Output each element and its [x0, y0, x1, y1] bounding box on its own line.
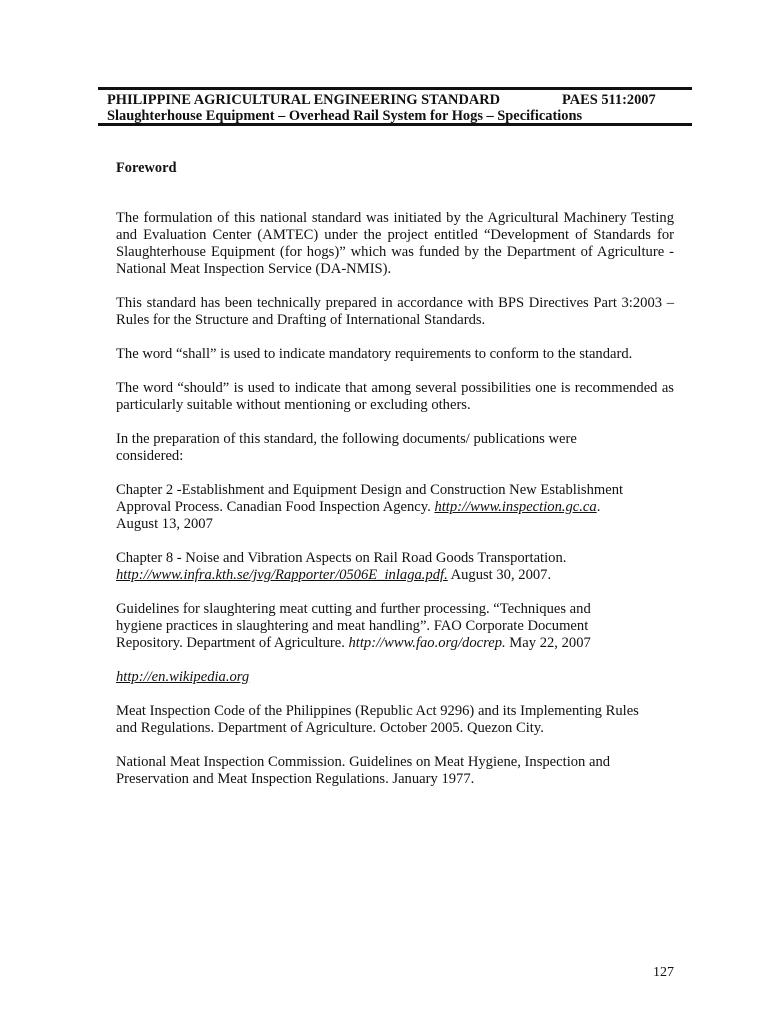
standard-header — [107, 92, 672, 108]
reference-line: Approval Process. Canadian Food Inspection Agency. — [116, 499, 435, 515]
paragraph-line: considered: — [116, 448, 184, 464]
document-body — [116, 210, 674, 805]
paragraph-formulation: The formulation of this national standard was initiated by the Agricultural Machinery Testing and Evaluation Center (AMTEC) under the project entitled “Development of Standards for Slaughterhouse Equipment (for hogs)” which was funded by the Department of Agriculture - National Meat Inspection Service (DA-NMIS). — [116, 210, 674, 277]
reference-line: National Meat Inspection Commission. Guidelines on Meat Hygiene, Inspection and — [116, 754, 611, 770]
infra-kth-link[interactable]: http://www.infra.kth.se/jvg/Rapporter/0506E_inlaga.pdf. — [116, 567, 448, 583]
header-top-rule — [98, 87, 692, 90]
reference-punctuation: . — [596, 499, 601, 515]
standard-title: PHILIPPINE AGRICULTURAL ENGINEERING STANDARD — [107, 92, 501, 108]
reference-line: Guidelines for slaughtering meat cutting and further processing. “Techniques and — [116, 601, 591, 617]
wikipedia-link[interactable]: http://en.wikipedia.org — [116, 669, 250, 685]
reference-noise-vibration — [116, 550, 674, 584]
paragraph-line: In the preparation of this standard, the following documents/ publications were — [116, 431, 577, 447]
reference-line: Chapter 2 -Establishment and Equipment Design and Construction New Establishment — [116, 482, 624, 498]
paragraph-documents-considered — [116, 431, 674, 465]
reference-line: and Regulations. Department of Agriculture. October 2005. Quezon City. — [116, 720, 544, 736]
section-title: Foreword — [116, 160, 177, 176]
paragraph-shall: The word “shall” is used to indicate mandatory requirements to conform to the standard. — [116, 346, 633, 362]
reference-line: Chapter 8 - Noise and Vibration Aspects on Rail Road Goods Transportation. — [116, 550, 567, 566]
paragraph-technical-preparation: This standard has been technically prepared in accordance with BPS Directives Part 3:2003 – Rules for the Structure and Drafting of International Standards. — [116, 295, 674, 328]
reference-meat-inspection-code — [116, 703, 674, 737]
standard-code: PAES 511:2007 — [562, 92, 656, 108]
reference-canadian-food-inspection — [116, 482, 674, 533]
reference-wikipedia — [116, 669, 674, 686]
reference-nmic-guidelines — [116, 754, 674, 788]
page-number: 127 — [653, 965, 674, 980]
paragraph-should: The word “should” is used to indicate that among several possibilities one is recommended as particularly suitable without mentioning or excluding others. — [116, 380, 674, 413]
reference-date: August 30, 2007. — [447, 567, 552, 583]
reference-date: May 22, 2007 — [505, 635, 591, 651]
reference-line: Preservation and Meat Inspection Regulations. January 1977. — [116, 771, 475, 787]
fao-docrep-url: http://www.fao.org/docrep. — [348, 635, 506, 651]
inspection-gc-link[interactable]: http://www.inspection.gc.ca — [434, 499, 597, 515]
reference-fao-guidelines — [116, 601, 674, 652]
reference-line: Meat Inspection Code of the Philippines (Republic Act 9296) and its Implementing Rules — [116, 703, 639, 719]
standard-subtitle: Slaughterhouse Equipment – Overhead Rail System for Hogs – Specifications — [107, 108, 583, 124]
header-bottom-rule — [98, 123, 692, 126]
reference-date: August 13, 2007 — [116, 516, 213, 532]
reference-line: Repository. Department of Agriculture. — [116, 635, 349, 651]
reference-line: hygiene practices in slaughtering and meat handling”. FAO Corporate Document — [116, 618, 589, 634]
